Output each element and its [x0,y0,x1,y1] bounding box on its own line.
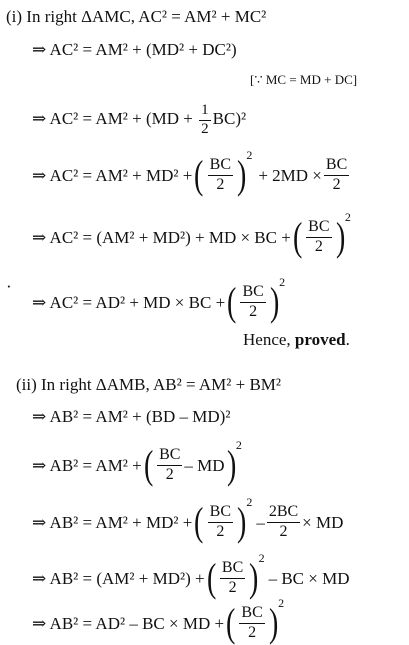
hence-proved: Hence, proved. [243,330,350,349]
part-i-reason-note: [∵ MC = MD + DC] [250,72,358,87]
fraction-2bc-over-2: $\frac{2BC}{2}$ [268,502,299,540]
part-i-heading: (i) In right ΔAMC, AC² = AM² + MC² [6,7,267,26]
part-i-step-1: ⇒ AC² = AM² + (MD² + DC²) [32,40,237,59]
fraction-bc-over-2: $\frac{BC}{2}$ [221,558,244,596]
fraction-bc-over-2: $\frac{BC}{2}$ [242,282,264,320]
fraction-bc-over-2: $\frac{BC}{2}$ [241,603,263,641]
part-ii-step-3: ⇒ AB² = AM² + MD² + ( $\frac{BC}{2}$ ) 2 – $\frac{2BC}{2}$ × MD [32,495,344,544]
part-i-step-5: ⇒ AC² = AD² + MD × BC + ( $\frac{BC}{2}$ ) 2 [32,275,286,324]
fraction-bc-over-2: $\frac{BC}{2}$ [209,502,231,540]
fraction-bc-over-2: $\frac{BC}{2}$ [209,155,231,193]
part-i-step-3: ⇒ AC² = AM² + MD² + ( $\frac{BC}{2}$ ) 2 + 2MD × $\frac{BC}{2}$ [32,148,348,197]
part-i-step-4: ⇒ AC² = (AM² + MD²) + MD × BC + ( $\frac{BC}{2}$ ) 2 [32,210,351,259]
stray-dot: · [6,277,12,296]
fraction-bc-over-2: $\frac{BC}{2}$ [159,445,181,483]
part-ii-heading: (ii) In right ΔAMB, AB² = AM² + BM² [16,375,282,394]
fraction-half: $\frac{1}{2}$ [201,102,209,137]
part-i-step-2: ⇒ AC² = AM² + (MD + $\frac{1}{2}$ BC)² [32,102,247,137]
fraction-bc-over-2: $\frac{BC}{2}$ [308,217,330,255]
part-ii-step-1: ⇒ AB² = AM² + (BD – MD)² [32,407,231,426]
part-ii-step-4: ⇒ AB² = (AM² + MD²) + ( $\frac{BC}{2}$ ) 2 – BC × MD [32,551,350,600]
fraction-bc-over-2: $\frac{BC}{2}$ [325,155,348,193]
part-ii-step-2: ⇒ AB² = AM² + ( $\frac{BC}{2}$ – MD ) 2 [32,438,242,487]
part-ii-step-5: ⇒ AB² = AD² – BC × MD + ( $\frac{BC}{2}$ ) 2 [32,596,285,645]
